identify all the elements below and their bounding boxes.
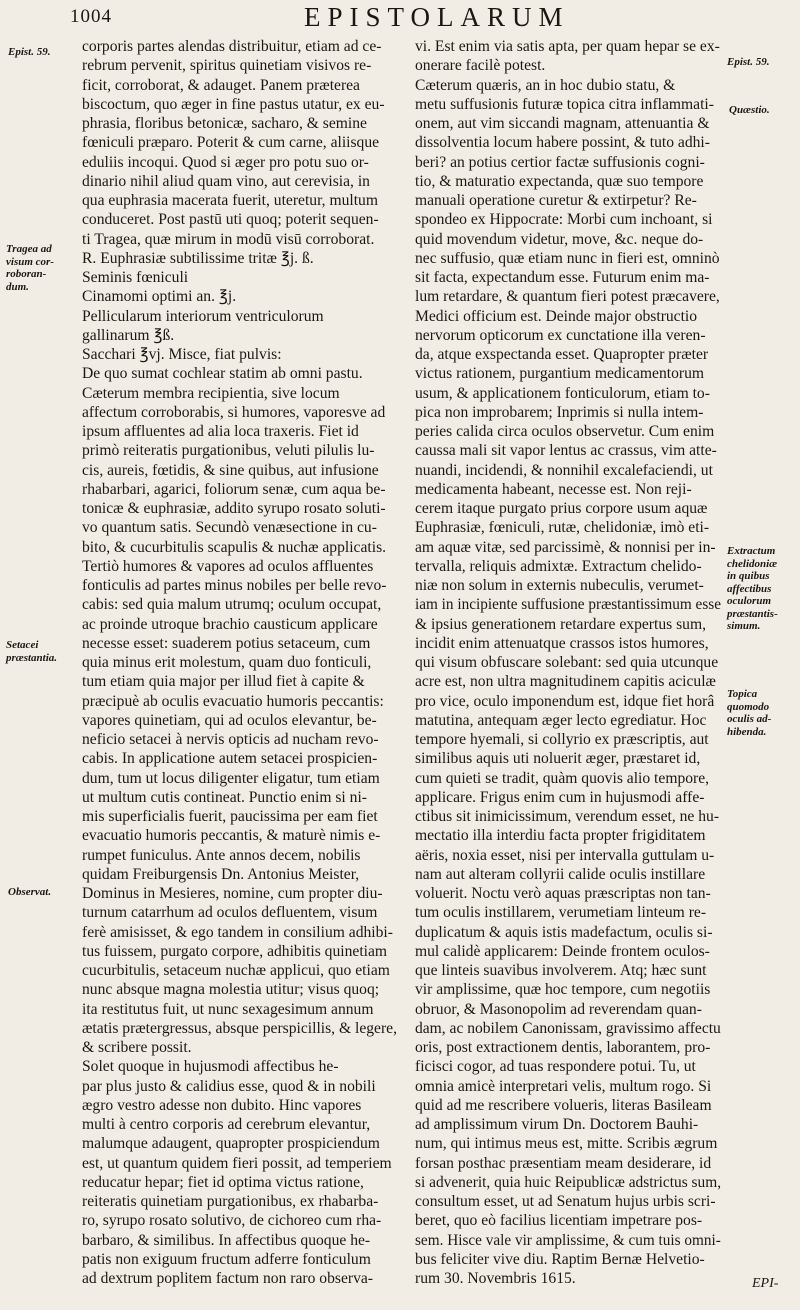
text-line: malumque adaugent, quapropter prospiciendum (82, 1135, 380, 1153)
text-line: sem. Hisce vale vir amplissime, & cum tuis omni- (415, 1231, 721, 1249)
text-line: spondeo ex Hippocrate: Morbi cum inchoant, si (415, 211, 713, 229)
text-line: iam in incipiente suffusione præstantissimum esse (415, 596, 721, 614)
text-line: rum 30. Novembris 1615. (415, 1270, 576, 1287)
text-line: reducatur hepar; fiet id optima victus ratione, (82, 1173, 364, 1191)
margin-note-line: præstantia. (6, 651, 58, 664)
margin-note-setacei (6, 639, 57, 664)
text-line: De quo sumat cochlear statim ab omni pastu. (82, 365, 363, 383)
text-line: Euphrasiæ, fœniculi, rutæ, chelidoniæ, imò eti- (415, 519, 710, 537)
text-line: onem, aut vim siccandi magnam, attenuantia & (415, 115, 710, 132)
text-line: ægro vestro adesse non dubito. Hinc vapores (82, 1096, 362, 1114)
margin-note-line: oculorum (727, 595, 772, 607)
text-line: reiteratis quinetiam purgationibus, ex rhabarba- (82, 1193, 379, 1210)
text-line: am aquæ vitæ, sed parcissimè, & nonnisi per in- (415, 538, 716, 556)
text-line: nervorum opticorum ex cunctatione illa veren- (415, 326, 706, 344)
text-line: tempore hyemali, si collyrio ex præscriptis, aut (415, 731, 709, 748)
text-line: dinario nihil aliud quam vino, aut cerevisia, in (82, 172, 370, 190)
text-line: bito, & cucurbitulis scapulis & nuchæ applicatis. (82, 538, 387, 556)
text-line: ti Tragea, quæ mirum in modū visū corroborat. (82, 230, 375, 248)
text-line: cis, aureis, fœtidis, & sine quibus, aut infusione (82, 461, 379, 479)
right-text-column (415, 37, 721, 1288)
text-line: dum, tum ut locus diligenter eligatur, tum etiam (82, 769, 380, 787)
text-line: mectatio illa interdiu facta propter frigiditatem (415, 827, 706, 845)
text-line: est, ut quantum quidem fieri possit, ad temperiem (82, 1154, 392, 1172)
text-line: ut multum cutis contineat. Punctio enim si ni- (82, 788, 367, 806)
margin-note-observat (8, 886, 51, 899)
text-line: vir amplissime, quæ hoc tempore, cum negotiis (415, 981, 711, 999)
text-line: Dominus in Mesieres, nomine, cum propter diu- (82, 885, 383, 902)
text-line: mul calidè applicarem: Deinde frontem oculos- (415, 942, 710, 960)
text-line: Seminis fœniculi (82, 269, 189, 286)
text-line: cum quieti se tradit, quàm quovis alio tempore, (415, 769, 710, 787)
text-line: medicamenta habeant, necesse est. Non reji- (415, 480, 692, 498)
text-line: ficit, corroborat, & adauget. Panem præterea (82, 76, 360, 94)
margin-note-line: visum cor- (6, 255, 54, 268)
text-line: biscoctum, quo æger in fine pastus utatur, ex eu- (82, 95, 385, 113)
running-head: EPISTOLARUM (304, 2, 570, 32)
margin-note-line: Setacei (6, 639, 39, 651)
text-line: bus feliciter vive diu. Raptim Bernæ Helvetio- (415, 1250, 705, 1268)
text-line: eduliis incoqui. Quod si æger pro potu suo or- (82, 153, 369, 171)
text-line: R. Euphrasiæ subtilissime tritæ ℥j. ß. (82, 249, 314, 267)
text-line: voluerit. Noctu verò aquas præscriptas non tan- (415, 885, 711, 902)
text-line: consultum esset, ut ad Senatum hujus urbis scri- (415, 1193, 716, 1210)
text-line: Cinamomi optimi an. ℥j. (82, 288, 237, 306)
text-line: primò reiteratis purgationibus, veluti pilulis lu- (82, 442, 375, 460)
margin-note-line: roboran- (6, 268, 47, 280)
text-line: vapores quinetiam, qui ad oculos elevantur, be- (82, 711, 377, 729)
text-line: qua euphrasia macerata fuerit, uteretur, multum (82, 192, 378, 209)
text-line: cerem itaque purgato prius corpore usum aquæ (415, 500, 708, 517)
text-line: applicare. Frigus enim cum in hujusmodi affe- (415, 788, 705, 806)
text-line: phrasia, floribus betonicæ, sacharo, & semine (82, 115, 367, 132)
text-line: nuandi, incidendi, & nonnihil excalefaciendi, ut (415, 461, 713, 479)
text-line: cabis. In applicatione autem setacei prospicien- (82, 750, 378, 768)
margin-note-line: præstantis- (727, 607, 778, 620)
text-line: multi à centro corporis ad cerebrum elevantur, (82, 1116, 371, 1133)
text-line: peries calida circa oculos observetur. Cum enim (415, 423, 715, 440)
margin-note-line: chelidoniæ (727, 557, 778, 570)
text-line: Tertiò humores & vapores ad oculos affluentes (82, 557, 374, 575)
text-line: incidit enim attenuatque crassos istos humores, (415, 634, 709, 652)
text-line: beri? an potius certior factæ suffusionis cogni- (415, 153, 705, 171)
text-line: pro vice, oculo imponendum est, idque fiet horâ (415, 692, 715, 710)
text-line: ferè amisisset, & ego tandem in consilium adhibi- (82, 923, 393, 941)
text-line: quid ad me rescribere volueris, literas Basileam (415, 1096, 712, 1114)
text-line: dam, ac nobilem Canonissam, gravissimo affectu (415, 1019, 721, 1037)
text-line: dissolventia locum habere possint, & tuto adhi- (415, 134, 710, 152)
margin-note-line: oculis ad- (727, 713, 772, 725)
left-text-column (82, 37, 404, 1288)
catchword: EPI- (752, 1276, 779, 1291)
text-line: evacuatio humoris peccantis, & maturè nimis e- (82, 827, 381, 845)
text-line: præcipuè ab oculis evacuatio humoris peccantis: (82, 692, 384, 710)
margin-note-quaestio: Quæstio. (729, 104, 770, 116)
text-line: rebrum pervenit, spiritus quinetiam visivos re- (82, 57, 372, 75)
text-line: Pellicularum interiorum ventriculorum (82, 307, 324, 325)
text-line: omnia amicè interpretari velis, multum rogo. Si (415, 1077, 712, 1095)
text-line: similibus aquis uti noluerit æger, præstaret id, (415, 750, 701, 768)
text-line: ctibus sit inimicissimum, verendum esset, ne hu- (415, 808, 720, 825)
text-line: necesse esset: suaderem potius setaceum, cum (82, 634, 371, 652)
margin-note-line: quomodo (727, 700, 770, 713)
text-line: rumpet funiculus. Ante annos decem, nobilis (82, 846, 361, 864)
text-line: fonticulis ad partes minus nobiles per belle revo- (82, 577, 387, 594)
text-line: onerare facilè potest. (415, 57, 546, 75)
text-line: sit facta, expectandum esse. Futurum enim ma- (415, 269, 710, 286)
text-line: fœniculi præparo. Poterit & cum carne, aliisque (82, 134, 380, 152)
text-line: forsan posthac præsentiam meam desiderare, id (415, 1154, 712, 1172)
text-line: obruor, & Masonopolim ad reverendam quan- (415, 1000, 702, 1018)
text-line: quidam Freiburgensis Dn. Antonius Meister, (82, 865, 360, 883)
margin-note-line: Extractum (727, 545, 776, 557)
text-line: barbaro, & similibus. In affectibus quoque he- (82, 1231, 371, 1249)
margin-note-line: simum. (727, 620, 761, 632)
text-line: ad dextrum poplitem factum non raro observa- (82, 1270, 373, 1287)
text-line: aëris, noxia esset, nisi per intervalla guttulam u- (415, 846, 715, 864)
text-line: ficisci cogor, ad tuas respondere potui. Tu, ut (415, 1058, 696, 1076)
text-line: corporis partes alendas distribuitur, etiam ad ce- (82, 38, 382, 55)
page-number: 1004 (70, 6, 112, 27)
text-line: & scribere possit. (82, 1039, 192, 1056)
text-line: tonicæ & euphrasiæ, addito syrupo rosato soluti- (82, 500, 386, 517)
text-line: nam aut alteram collyrii calide oculis instillare (415, 865, 706, 883)
margin-note-line: hibenda. (727, 725, 767, 738)
text-line: usum, & applicationem fonticulorum, etiam to- (415, 384, 710, 402)
text-line: tervalla, reliquis admixtæ. Extractum chelido- (415, 557, 702, 575)
text-line: niæ non solum in externis nubeculis, verumet- (415, 577, 704, 594)
text-line: metu suffusionis futuræ topica citra inflammati- (415, 95, 714, 113)
text-line: Sacchari ℥vj. Misce, fiat pulvis: (82, 346, 282, 363)
text-line: rhabarbari, agarici, foliorum senæ, cum aqua be- (82, 480, 386, 498)
text-line: tus fuissem, purgato corpore, adhibitis quinetiam (82, 942, 388, 960)
text-line: vi. Est enim via satis apta, per quam hepar se ex- (415, 38, 720, 55)
margin-note-line: dum. (6, 280, 29, 293)
margin-note-line: in quibus (727, 570, 770, 582)
text-line: ad amplissimum virum Dn. Doctorem Bauhi- (415, 1116, 699, 1133)
text-line: quid movendum videtur, move, &c. neque do- (415, 230, 704, 248)
text-line: matutina, antequam æger lecto egrediatur. Hoc (415, 711, 707, 729)
text-line: manuali operatione curetur & extirpetur? Re- (415, 192, 697, 209)
text-line: Cæterum membra recipientia, sive locum (82, 384, 340, 402)
text-line: par plus justo & calidius esse, quod & in nobili (82, 1077, 376, 1095)
text-line: victus rationem, purgantium medicamentorum (415, 365, 704, 383)
margin-note-topica (727, 688, 771, 738)
text-line: Solet quoque in hujusmodi affectibus he- (82, 1058, 339, 1076)
text-line: oris, post extractionem dentis, laborantem, pro- (415, 1039, 711, 1056)
text-line: tio, & maturatio expectanda, quæ suo tempore (415, 172, 704, 190)
text-line: quia minus erit molestum, quam duo fonticuli, (82, 654, 372, 671)
text-line: gallinarum ℥ß. (82, 326, 175, 344)
text-line: conduceret. Post pastū uti quoq; poterit sequen- (82, 211, 379, 229)
text-line: acre est, non ultra magnitudinem capitis aciculæ (415, 673, 716, 691)
text-line: vo quantum satis. Secundò venæsectione in cu- (82, 519, 377, 537)
text-line: tum etiam quia major per illud fiet à capite & (82, 673, 365, 691)
text-line: que linteis suavibus involverem. Atq; hæc sunt (415, 962, 707, 979)
margin-note-line: Observat. (8, 886, 52, 898)
text-line: qui visum obfuscare solebant: sed quia utcunque (415, 654, 719, 671)
text-line: ita restitutus fuit, ut nunc sexagesimum annum (82, 1000, 374, 1018)
text-line: affectum corroborabis, si humores, vaporesve ad (82, 403, 386, 421)
text-line: caussa mali sit vapor lentus ac crassus, vim atte- (415, 442, 717, 460)
text-line: turnum catarrhum ad oculos defluentem, visum (82, 904, 378, 922)
margin-note-epistle-left: Epist. 59. (8, 46, 51, 58)
text-line: tum oculis instillarem, verumetiam linteum re- (415, 904, 707, 922)
margin-note-epistle-right: Epist. 59. (727, 56, 770, 68)
margin-note-line: Topica (727, 688, 758, 700)
text-line: pica non improbarem; Inprimis si nulla intem- (415, 403, 704, 421)
text-line: nunc absque magna molestia utitur; visus quoq; (82, 981, 380, 999)
text-line: ro, syrupo rosato solutivo, de cichoreo cum rha- (82, 1212, 382, 1230)
text-line: ac proinde utroque brachio causticum applicare (82, 615, 378, 633)
margin-note-tragea (6, 243, 54, 293)
margin-note-extractum (727, 545, 778, 633)
text-line: nec suffusio, quæ etiam nunc in fieri est, omninò (415, 249, 720, 267)
text-line: ætatis prætergressus, absque perspicillis, & legere, (82, 1019, 397, 1037)
text-line: neficio setacei à nervis opticis ad nucham revo- (82, 731, 379, 748)
text-line: beret, quo eò facilius licentiam impetrare pos- (415, 1212, 703, 1230)
text-line: mis superficialis fuerit, paucissima per eam fiet (82, 808, 378, 825)
text-line: cucurbitulis, setaceum nuchæ applicui, quo etiam (82, 962, 390, 979)
text-line: num, qui intimus meus est, mitte. Scribis ægrum (415, 1135, 718, 1153)
text-line: cabis: sed quia malum utrumq; oculum occupat, (82, 596, 382, 614)
text-line: ipsum affluentes ad alia loca traxeris. Fiet id (82, 423, 359, 440)
margin-note-line: affectibus (727, 582, 772, 595)
text-line: si advenerit, quia huic Reipublicæ adstrictus sum, (415, 1173, 722, 1191)
text-line: da, atque exspectanda esset. Quapropter præter (415, 346, 709, 363)
margin-note-line: Tragea ad (6, 243, 52, 255)
text-line: & ipsius generationem retardare expertus sum, (415, 615, 706, 633)
text-line: Cæterum quæris, an in hoc dubio statu, & (415, 76, 676, 94)
text-line: patis non exiguum fructum adferre fonticulum (82, 1250, 371, 1268)
text-line: duplicatum & aquis istis madefactum, oculis si- (415, 923, 713, 941)
text-line: Medici officium est. Deinde major obstructio (415, 307, 698, 325)
text-line: lum retardare, & quantum fieri potest præcavere, (415, 288, 720, 306)
